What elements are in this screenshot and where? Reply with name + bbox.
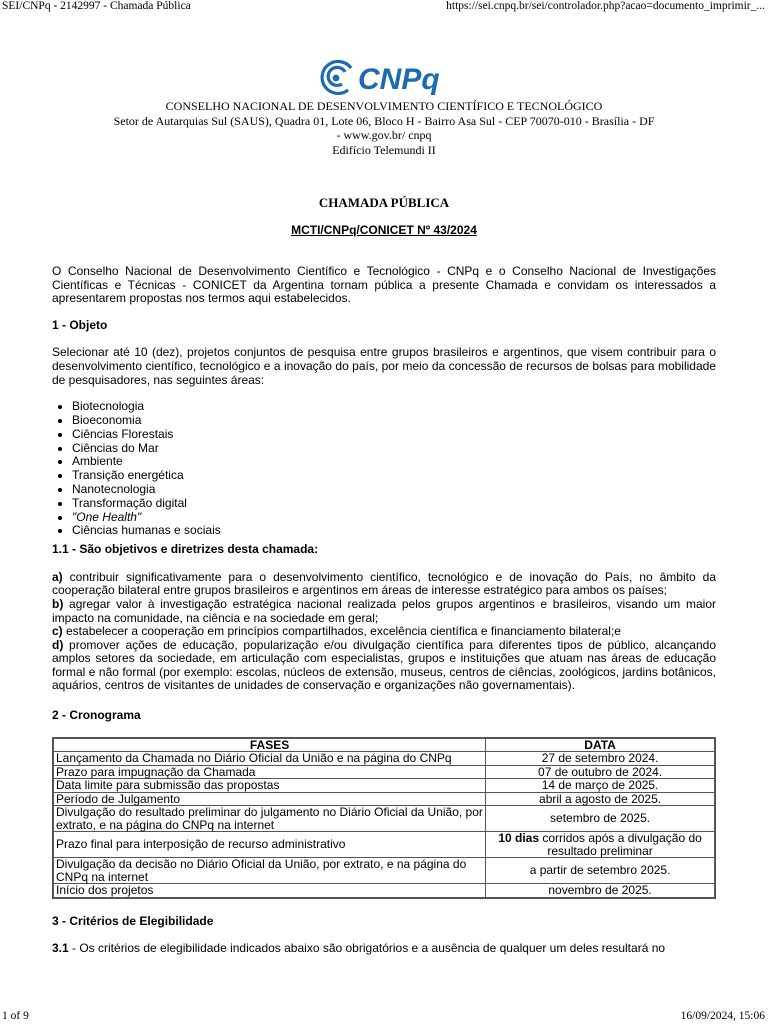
table-cell: Período de Julgamento	[53, 792, 486, 806]
section-3-1-text: 3.1 - Os critérios de elegibilidade indicados abaixo são obrigatórios e a ausência de qualquer um deles resultará no	[52, 941, 666, 956]
section-2-heading: 2 - Cronograma	[52, 708, 141, 723]
table-row	[53, 858, 715, 884]
list-item: • Biotecnologia	[72, 400, 716, 414]
table-row	[53, 792, 715, 806]
table-row	[53, 752, 715, 766]
institution-name: CONSELHO NACIONAL DE DESENVOLVIMENTO CIENTÍFICO E TECNOLÓGICO	[165, 99, 603, 113]
list-item: • Transformação digital	[72, 497, 716, 511]
table-cell: Início dos projetos	[53, 884, 486, 898]
table-cell: Prazo para impugnação da Chamada	[53, 765, 486, 779]
print-header-url: https://sei.cnpq.br/sei/controlador.php?acao=documento_imprimir_...	[446, 0, 765, 12]
cnpq-logo	[318, 56, 452, 96]
objective-item: b) agregar valor à investigação estratégica nacional realizada pelos grupos argentinos e brasileiros, visando um maior impacto na comunidade, na ciência e na sociedade em geral;	[52, 596, 716, 625]
print-timestamp: 16/09/2024, 15:06	[680, 1010, 765, 1022]
section-1-1-heading: 1.1 - São objetivos e diretrizes desta chamada:	[52, 542, 319, 557]
document-body	[52, 265, 716, 969]
list-item: • Ambiente	[72, 455, 716, 469]
objective-item: a) contribuir significativamente para o desenvolvimento científico, tecnológico e de inovação do País, no âmbito da cooperação bilateral entre grupos brasileiros e argentinos em áreas de interesse estratégico para ambos os países;	[52, 569, 716, 598]
svg-text:CNPq: CNPq	[358, 63, 440, 96]
table-cell: 07 de outubro de 2024.	[486, 765, 715, 779]
table-cell: 27 de setembro 2024.	[486, 752, 715, 766]
list-item: • Ciências do Mar	[72, 442, 716, 456]
table-header-row	[53, 738, 715, 752]
table-cell: Divulgação do resultado preliminar do julgamento no Diário Oficial da União, por extrato, e na página do CNPq na internet	[53, 806, 486, 832]
objectives-list	[52, 571, 716, 693]
column-header-fases: FASES	[53, 738, 486, 752]
section-3-heading: 3 - Critérios de Elegibilidade	[52, 913, 214, 928]
table-cell: Data limite para submissão das propostas	[53, 779, 486, 793]
institution-block	[52, 99, 716, 157]
table-cell: novembro de 2025.	[486, 884, 715, 898]
institution-building: Edifício Telemundi II	[332, 142, 436, 157]
table-cell: setembro de 2025.	[486, 806, 715, 832]
table-row	[53, 765, 715, 779]
document-number: MCTI/CNPq/CONICET Nº 43/2024	[291, 223, 477, 237]
list-item: • Bioeconomia	[72, 414, 716, 428]
section-1-heading: 1 - Objeto	[52, 317, 108, 332]
table-cell: a partir de setembro 2025.	[486, 858, 715, 884]
list-item: • Ciências Florestais	[72, 428, 716, 442]
schedule-table	[52, 737, 716, 899]
print-header-title: SEI/CNPq - 2142997 - Chamada Pública	[2, 0, 191, 12]
list-item: • Nanotecnologia	[72, 483, 716, 497]
page-counter: 1 of 9	[2, 1010, 29, 1022]
institution-address: Setor de Autarquias Sul (SAUS), Quadra 01, Lote 06, Bloco H - Bairro Asa Sul - CEP 70070-010 - Brasília - DF - www.gov.br/ cnpq	[113, 113, 655, 142]
table-row	[53, 779, 715, 793]
objective-item: d) promover ações de educação, popularização e/ou divulgação científica para diferentes tipos de público, alcançando amplos setores da sociedade, em articulação com especialistas, grupos e instituições que atuam nas áreas de educação formal e não formal (por exemplo: escolas, núcleos de extensão, museus, centros de ciências, zoológicos, jardins botânicos, aquários, centros de visitantes de unidades de conservação e organizações não governamentais).	[52, 637, 716, 693]
table-row	[53, 806, 715, 832]
intro-paragraph: O Conselho Nacional de Desenvolvimento Científico e Tecnológico - CNPq e o Conselho Nacional de Investigações Científicas e Técnicas - CONICET da Argentina tornam pública a presente Chamada e convidam os interessados a apresentarem propostas nos termos aqui estabelecidos.	[52, 264, 716, 306]
list-item: • Transição energética	[72, 469, 716, 483]
print-header	[0, 0, 768, 16]
table-cell: 14 de março de 2025.	[486, 779, 715, 793]
objective-item: c) estabelecer a cooperação em princípios compartilhados, excelência científica e financiamento bilateral;e	[52, 624, 621, 639]
table-cell: Divulgação da decisão no Diário Oficial da União, por extrato, e na página do CNPq na internet	[53, 858, 486, 884]
table-row	[53, 832, 715, 858]
list-item: • Ciências humanas e sociais	[72, 524, 716, 538]
document-title: CHAMADA PÚBLICA	[318, 195, 450, 210]
table-cell: Prazo final para interposição de recurso administrativo	[53, 832, 486, 858]
column-header-data: DATA	[486, 738, 715, 752]
section-1-text: Selecionar até 10 (dez), projetos conjuntos de pesquisa entre grupos brasileiros e argentinos, que visem contribuir para o desenvolvimento científico, tecnológico e a inovação do país, por meio da concessão de recursos de bolsas para mobilidade de pesquisadores, nas seguintes áreas:	[52, 345, 716, 387]
table-cell: Lançamento da Chamada no Diário Oficial da União e na página do CNPq	[53, 752, 486, 766]
list-item: • "One Health"	[72, 511, 716, 525]
areas-list	[52, 400, 716, 538]
table-row	[53, 884, 715, 898]
table-cell: 10 dias corridos após a divulgação do resultado preliminar	[486, 832, 715, 858]
table-cell: abril a agosto de 2025.	[486, 792, 715, 806]
print-footer	[0, 1008, 768, 1024]
